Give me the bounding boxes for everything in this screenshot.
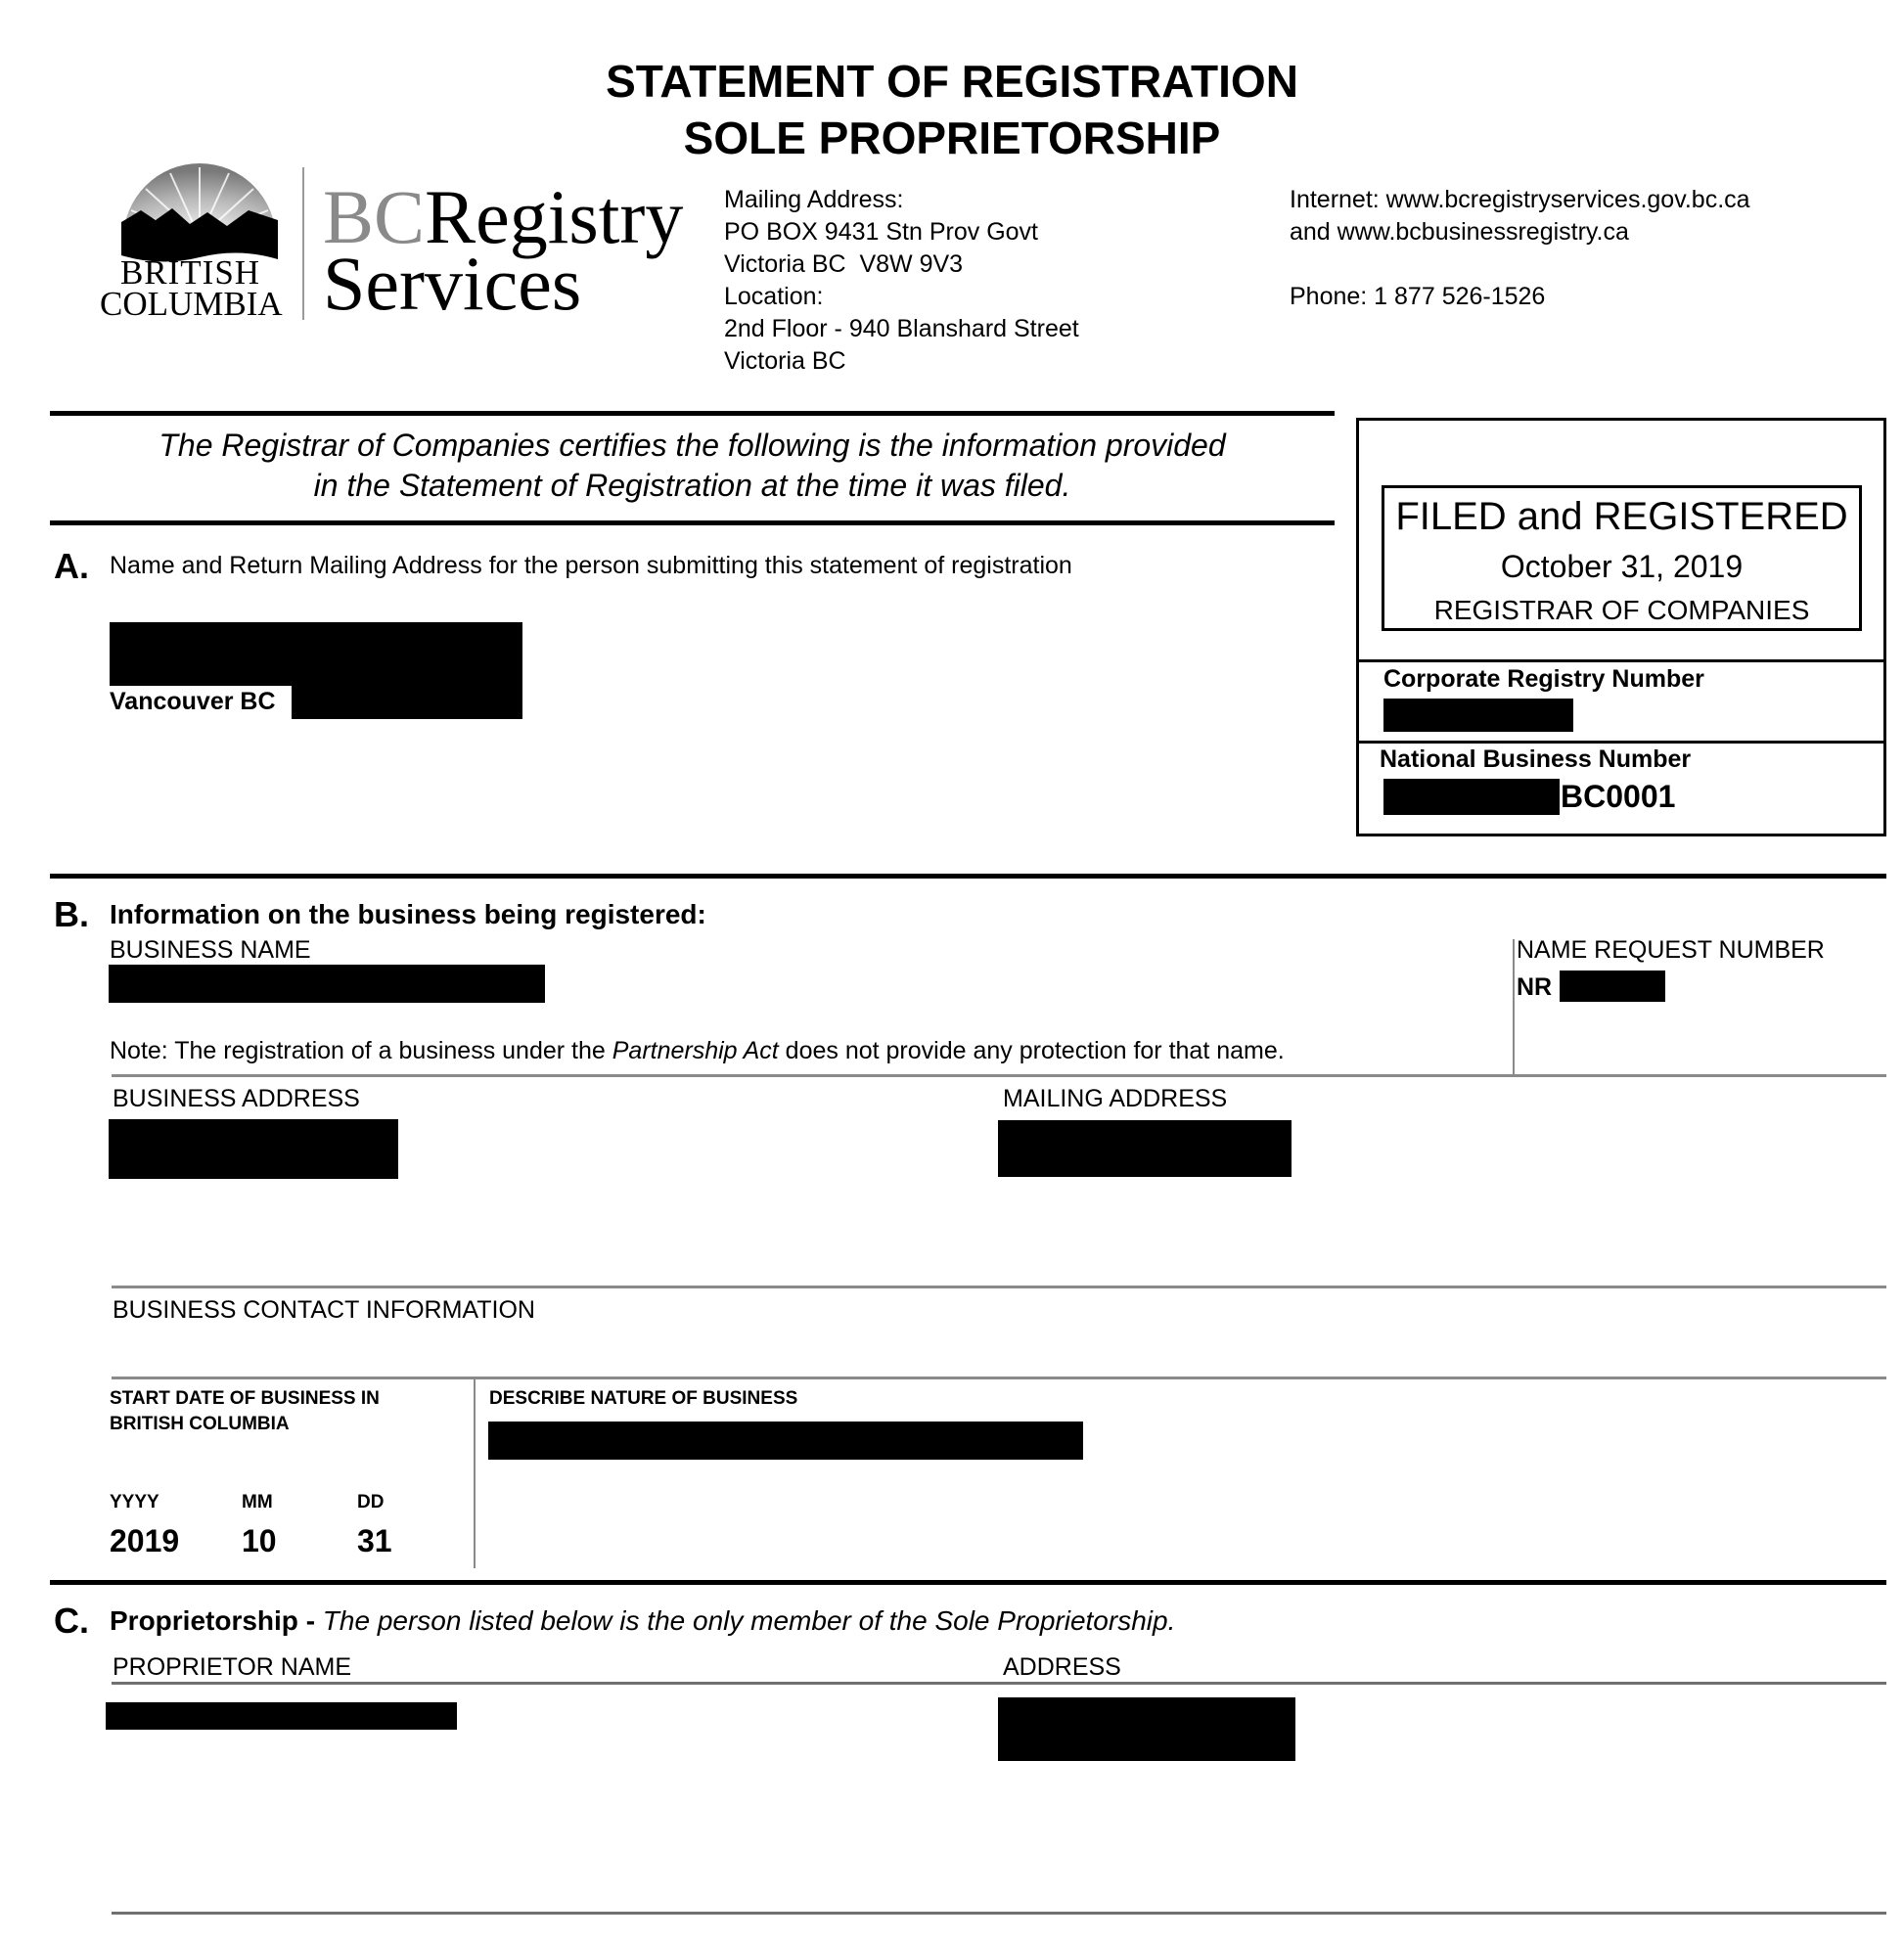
business-address-redacted xyxy=(109,1119,398,1179)
section-c-heading-bold: Proprietorship - xyxy=(110,1605,323,1636)
note-text-after: does not provide any protection for that name. xyxy=(778,1037,1285,1064)
corporate-registry-number-redacted xyxy=(1383,699,1573,732)
business-name-label: BUSINESS NAME xyxy=(110,936,311,964)
start-date-label-line1: START DATE OF BUSINESS IN xyxy=(110,1388,380,1409)
location-line2: Victoria BC xyxy=(724,347,846,375)
start-date-year: 2019 xyxy=(110,1523,180,1558)
mailing-address-label: Mailing Address: xyxy=(724,186,904,213)
logo-brand-services: Services xyxy=(323,241,582,326)
name-request-number-label: NAME REQUEST NUMBER xyxy=(1517,936,1825,964)
document-title-line2: SOLE PROPRIETORSHIP xyxy=(683,113,1221,163)
document-title-line1: STATEMENT OF REGISTRATION xyxy=(606,56,1298,107)
note-text-before: Note: The registration of a business under the xyxy=(110,1037,612,1064)
logo-brand-registry: Registry xyxy=(425,174,684,259)
section-b-heading: Information on the business being registered: xyxy=(110,899,706,929)
section-b-letter: B. xyxy=(54,894,89,934)
note-text-italic: Partnership Act xyxy=(612,1037,779,1064)
divider-bottom xyxy=(112,1912,1886,1915)
location-label: Location: xyxy=(724,283,824,310)
corporate-registry-number-label: Corporate Registry Number xyxy=(1383,665,1704,693)
divider-top xyxy=(50,411,1335,416)
submitter-city: Vancouver BC xyxy=(110,688,276,715)
mailing-address-redacted xyxy=(998,1120,1292,1177)
business-name-redacted xyxy=(109,965,545,1003)
partnership-note xyxy=(110,1037,1285,1065)
location-line1: 2nd Floor - 940 Blanshard Street xyxy=(724,315,1079,342)
section-c-letter: C. xyxy=(54,1601,89,1641)
submitter-postal-redacted xyxy=(292,686,522,719)
name-request-number-redacted xyxy=(1560,970,1665,1002)
start-date-divider xyxy=(474,1377,476,1568)
phone-number: Phone: 1 877 526-1526 xyxy=(1290,283,1546,310)
stamp-date: October 31, 2019 xyxy=(1500,549,1744,584)
national-business-number-redacted xyxy=(1383,779,1560,815)
registry-box-divider1 xyxy=(1356,659,1886,662)
divider-proprietor xyxy=(112,1682,1886,1685)
bc-registry-logo xyxy=(100,161,687,328)
date-header-year: YYYY xyxy=(110,1492,159,1512)
start-date-label-line2: BRITISH COLUMBIA xyxy=(110,1414,290,1434)
divider-section-c xyxy=(50,1580,1886,1585)
certification-line2: in the Statement of Registration at the time it was filed. xyxy=(313,468,1071,503)
mailing-address-field-label: MAILING ADDRESS xyxy=(1003,1085,1228,1112)
proprietor-name-label: PROPRIETOR NAME xyxy=(113,1653,352,1681)
name-request-prefix: NR xyxy=(1517,973,1553,1001)
date-header-month: MM xyxy=(242,1492,273,1512)
section-a-letter: A. xyxy=(54,546,89,586)
name-request-divider xyxy=(1513,939,1515,1075)
national-business-number-label: National Business Number xyxy=(1380,745,1692,773)
section-c-heading xyxy=(110,1605,1175,1637)
section-a-heading: Name and Return Mailing Address for the person submitting this statement of registration xyxy=(110,552,1072,579)
nature-of-business-label: DESCRIBE NATURE OF BUSINESS xyxy=(489,1388,798,1409)
section-c-heading-italic: The person listed below is the only member of the Sole Proprietorship. xyxy=(322,1605,1176,1636)
certification-line1: The Registrar of Companies certifies the following is the information provided xyxy=(159,428,1226,463)
proprietor-name-redacted xyxy=(106,1702,457,1730)
start-date-month: 10 xyxy=(242,1523,277,1558)
divider-section-b xyxy=(50,874,1886,879)
mailing-address-line1: PO BOX 9431 Stn Prov Govt xyxy=(724,218,1038,246)
business-contact-label: BUSINESS CONTACT INFORMATION xyxy=(113,1296,535,1324)
internet-line1: Internet: www.bcregistryservices.gov.bc.ca xyxy=(1290,186,1750,213)
stamp-status: FILED and REGISTERED xyxy=(1395,495,1848,538)
registry-box-divider2 xyxy=(1356,741,1886,744)
nature-of-business-redacted xyxy=(488,1422,1083,1460)
mailing-address-line2: Victoria BC V8W 9V3 xyxy=(724,250,964,278)
proprietor-address-redacted xyxy=(998,1697,1295,1761)
internet-line2: and www.bcbusinessregistry.ca xyxy=(1290,218,1629,246)
logo-brand-bc: BC xyxy=(323,174,426,259)
business-address-label: BUSINESS ADDRESS xyxy=(113,1085,360,1112)
stamp-authority: REGISTRAR OF COMPANIES xyxy=(1433,595,1810,625)
logo-province-line1: BRITISH xyxy=(119,253,261,292)
divider-address xyxy=(112,1074,1886,1077)
date-header-day: DD xyxy=(357,1492,385,1512)
logo-divider xyxy=(302,167,304,320)
proprietor-address-label: ADDRESS xyxy=(1003,1653,1121,1681)
submitter-name-redacted xyxy=(110,622,522,686)
divider-start-date xyxy=(112,1377,1886,1379)
divider-contact xyxy=(112,1286,1886,1288)
logo-province-line2: COLUMBIA xyxy=(100,285,283,323)
national-business-number-suffix: BC0001 xyxy=(1561,779,1676,814)
start-date-day: 31 xyxy=(357,1523,392,1558)
divider-certification xyxy=(50,520,1335,525)
